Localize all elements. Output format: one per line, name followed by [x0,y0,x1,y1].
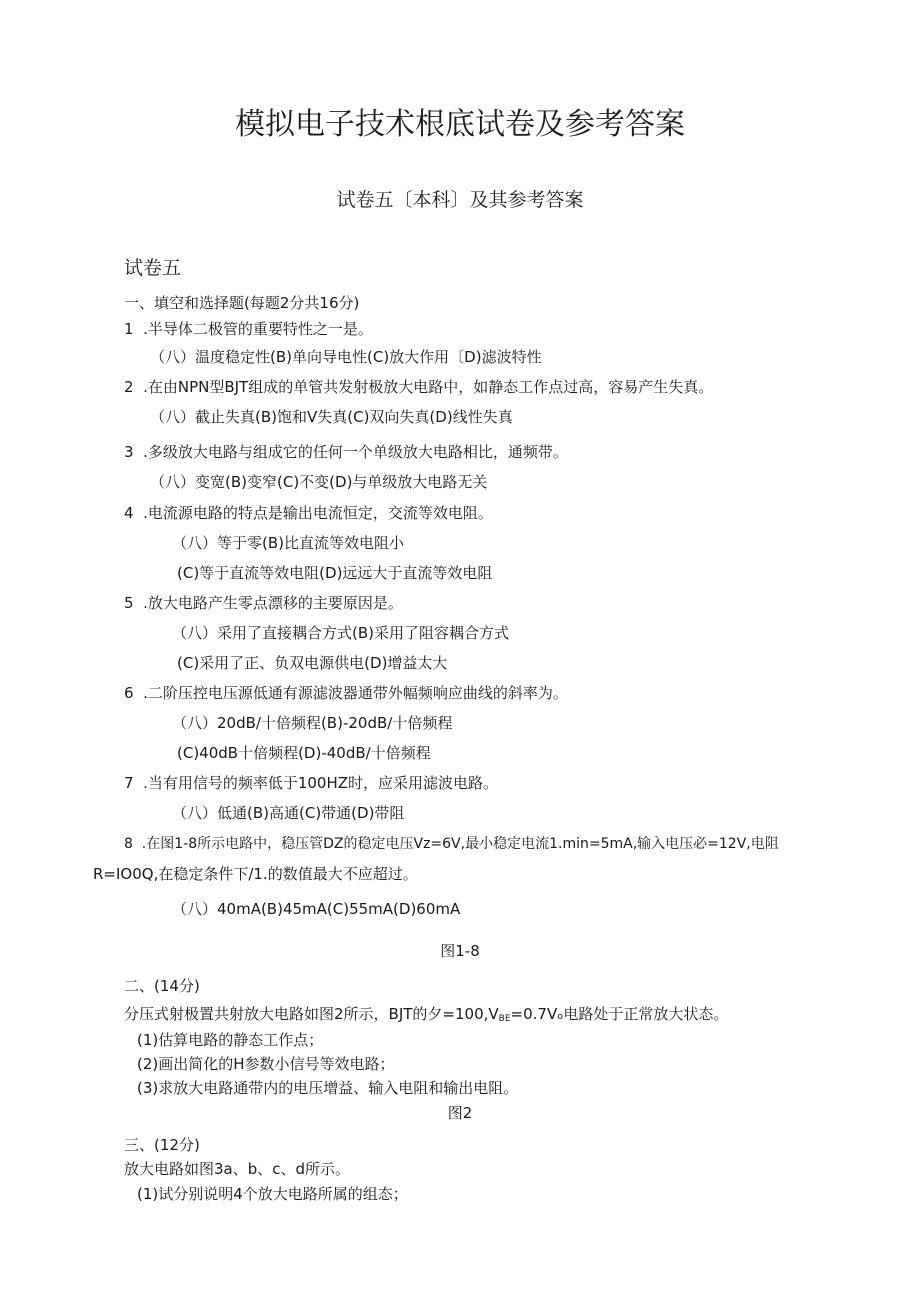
q2-options: （八）截止失真(B)饱和V失真(C)双向失真(D)线性失真 [150,408,513,426]
q6-options-line1: （八）20dB∕十倍频程(B)-20dB∕十倍频程 [172,714,453,732]
q6-stem: 6 .二阶压控电压源低通有源滤波器通带外幅频响应曲线的斜率为。 [124,684,568,702]
q6-options-line2: (C)40dB十倍频程(D)-40dB∕十倍频程 [177,744,431,762]
section3-intro: 放大电路如图3a、b、c、d所示。 [124,1160,351,1178]
document-title: 模拟电子技术根底试卷及参考答案 [235,107,685,142]
figure-2-caption: 图2 [447,1104,473,1122]
section2-item-1: (1)估算电路的静态工作点； [137,1031,324,1049]
q4-options-line1: （八）等于零(B)比直流等效电阻小 [172,534,404,552]
q7-stem: 7 .当有用信号的频率低于100HZ时，应采用滤波电路。 [124,774,499,792]
q2-stem: 2 .在由NPN型BJT组成的单管共发射极放大电路中，如静态工作点过高，容易产生失真。 [124,378,714,396]
q8-options: （八）40mA(B)45mA(C)55mA(D)60mA [172,900,461,918]
section2-intro-subscript: BE [498,1014,511,1024]
q1-stem: 1 .半导体二极管的重要特性之一是。 [124,320,373,338]
q4-options-line2: (C)等于直流等效电阻(D)远远大于直流等效电阻 [177,564,493,582]
q5-options-line2: (C)采用了正、负双电源供电(D)增益太大 [177,654,448,672]
section2-intro-text-end: =0.7Vₒ电路处于正常放大状态。 [510,1005,729,1023]
q1-options: （八）温度稳定性(B)单向导电性(C)放大作用〔D)滤波特性 [150,348,542,366]
q5-stem: 5 .放大电路产生零点漂移的主要原因是。 [124,594,403,612]
q3-options: （八）变宽(B)变窄(C)不变(D)与单级放大电路无关 [150,473,488,491]
section2-item-3: (3)求放大电路通带内的电压增益、输入电阻和输出电阻。 [137,1079,519,1097]
section3-heading: 三、(12分) [124,1136,200,1154]
section3-item-1: (1)试分别说明4个放大电路所属的组态； [137,1185,408,1203]
paper-heading: 试卷五 [124,257,182,279]
q3-stem: 3 .多级放大电路与组成它的任何一个单级放大电路相比，通频带。 [124,443,568,461]
section2-intro-text: 分压式射极置共射放大电路如图2所示，BJT的夕=100,V [124,1005,499,1023]
q8-stem-line1: 8 .在图1-8所示电路中，稳压管DZ的稳定电压Vz=6V,最小稳定电流1.min=5mA,输入电压必=12V,电阻 [124,836,779,852]
section2-intro [124,1004,728,1029]
q7-options: （八）低通(B)高通(C)带通(D)带阻 [172,804,405,822]
document-subtitle: 试卷五〔本科〕及其参考答案 [336,189,584,211]
q4-stem: 4 .电流源电路的特点是输出电流恒定，交流等效电阻。 [124,504,493,522]
figure-1-8-caption: 图1-8 [440,942,480,960]
section2-item-2: (2)画出简化的H参数小信号等效电路； [137,1055,395,1073]
q8-stem-line2: R=IO0Q,在稳定条件下/1.的数值最大不应超过。 [93,865,418,883]
q5-options-line1: （八）采用了直接耦合方式(B)采用了阻容耦合方式 [172,624,509,642]
section2-heading: 二、(14分) [124,977,200,995]
section1-heading: 一、填空和选择题(每题2分共16分) [124,294,360,312]
